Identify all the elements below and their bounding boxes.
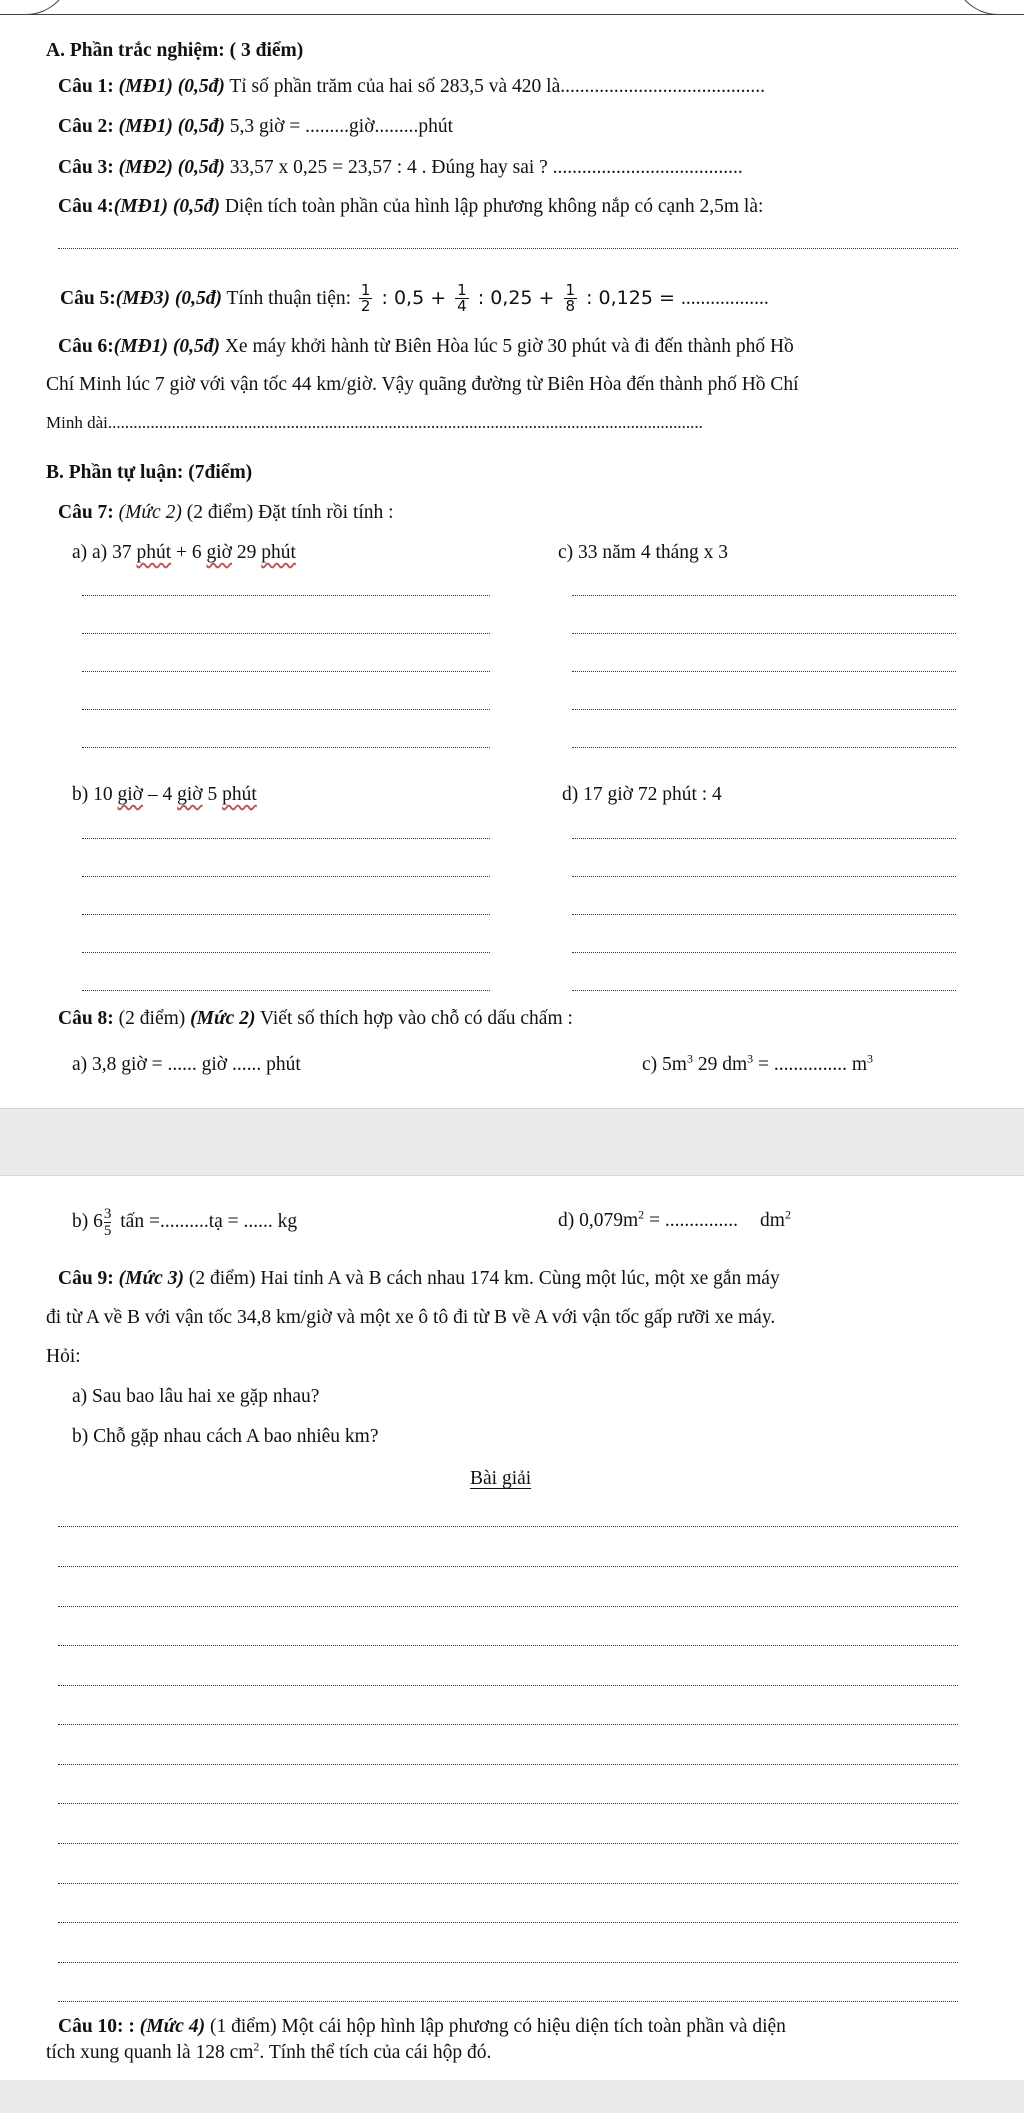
q5-level: (MĐ3) (0,5đ) bbox=[115, 288, 222, 309]
q6-line-3: Minh dài............................................................................................................................................ bbox=[46, 413, 703, 432]
q5-expression: $\frac{1}{2}$ : 0,5 + $\frac{1}{4}$ : 0,25 + $\frac{1}{8}$ : 0,125 = bbox=[360, 281, 681, 315]
question-10: Câu 10: : (Mức 4) (1 điểm) Một cái hộp hình lập phương có hiệu diện tích toàn phần và diện bbox=[58, 2016, 786, 2037]
q9-part-b: b) Chỗ gặp nhau cách A bao nhiêu km? bbox=[72, 1426, 379, 1447]
q7a-answer-line-1 bbox=[82, 595, 490, 596]
q9-label: Câu 9: bbox=[58, 1268, 114, 1289]
q7-part-b: b) 10 giờ – 4 giờ 5 phút bbox=[72, 784, 257, 805]
solution-line-9 bbox=[58, 1843, 958, 1844]
section-a-title: A. Phần trắc nghiệm: ( 3 điểm) bbox=[46, 40, 304, 61]
page-bottom-band bbox=[0, 2080, 1024, 2113]
q3-level: (MĐ2) (0,5đ) bbox=[113, 157, 225, 178]
q7-part-a: a) a) 37 phút + 6 giờ 29 phút bbox=[72, 542, 296, 563]
q8-label: Câu 8: bbox=[58, 1008, 114, 1029]
q7d-answer-line-5 bbox=[572, 990, 956, 991]
q7-label: Câu 7: bbox=[58, 502, 114, 523]
question-5 bbox=[60, 278, 769, 319]
solution-line-7 bbox=[58, 1764, 958, 1765]
q7c-answer-line-1 bbox=[572, 595, 956, 596]
q7b-answer-line-5 bbox=[82, 990, 490, 991]
q6-label: Câu 6: bbox=[58, 336, 114, 357]
q2-level: (MĐ1) (0,5đ) bbox=[118, 116, 225, 137]
question-7 bbox=[58, 500, 394, 526]
q4-text: Diện tích toàn phần của hình lập phương không nắp có cạnh 2,5m là: bbox=[219, 196, 764, 217]
solution-line-1 bbox=[58, 1526, 958, 1527]
q7c-answer-line-5 bbox=[572, 747, 956, 748]
q7-level: (Mức 2) bbox=[118, 502, 182, 523]
q4-label: Câu 4: bbox=[58, 196, 114, 217]
question-6 bbox=[58, 334, 794, 360]
q7b-answer-line-3 bbox=[82, 914, 490, 915]
question-3 bbox=[58, 155, 743, 181]
q4-level: (MĐ1) (0,5đ) bbox=[113, 196, 220, 217]
q2-text: 5,3 giờ = .........giờ.........phút bbox=[224, 116, 454, 137]
q9-ask: Hỏi: bbox=[46, 1346, 81, 1367]
q8-part-c: c) $5m^3$ 29 $dm^3$ = ............... $m^3$ bbox=[642, 1051, 874, 1075]
q7d-answer-line-2 bbox=[572, 876, 956, 877]
q5-fraction-1: $\frac{1}{2}$ bbox=[360, 281, 371, 315]
q5-fraction-3: $\frac{1}{8}$ bbox=[565, 281, 576, 315]
q7-part-d: d) 17 giờ 72 phút : 4 bbox=[562, 784, 722, 805]
question-2 bbox=[58, 114, 453, 140]
q7-part-c: c) 33 năm 4 tháng x 3 bbox=[558, 542, 729, 563]
q6-line-1: Xe máy khởi hành từ Biên Hòa lúc 5 giờ 30 phút và đi đến thành phố Hồ bbox=[219, 336, 794, 357]
question-1 bbox=[58, 74, 765, 100]
q3-label: Câu 3: bbox=[58, 157, 114, 178]
solution-line-4 bbox=[58, 1645, 958, 1646]
q5-label: Câu 5: bbox=[60, 288, 116, 309]
solution-line-10 bbox=[58, 1883, 958, 1884]
q10-level: (Mức 4) bbox=[134, 2016, 206, 2037]
q7d-answer-line-4 bbox=[572, 952, 956, 953]
q10-label: Câu 10: : bbox=[58, 2016, 135, 2037]
q9-part-a: a) Sau bao lâu hai xe gặp nhau? bbox=[72, 1386, 320, 1407]
q8-part-b: b) 6 $\frac{3}{5}$ tấn =..........tạ = ...... kg bbox=[72, 1206, 298, 1240]
solution-heading: Bài giải bbox=[470, 1468, 532, 1489]
solution-line-11 bbox=[58, 1922, 958, 1923]
q8-part-a: a) 3,8 giờ = ...... giờ ...... phút bbox=[72, 1054, 301, 1075]
q10-line-2: tích xung quanh là 128 $cm^2$. Tính thể tích của cái hộp đó. bbox=[46, 2039, 492, 2063]
question-4 bbox=[58, 194, 763, 220]
q5-answer-dots: .................. bbox=[680, 288, 769, 309]
q2-label: Câu 2: bbox=[58, 116, 114, 137]
q7c-answer-line-2 bbox=[572, 633, 956, 634]
solution-line-13 bbox=[58, 2001, 958, 2002]
q7c-answer-line-3 bbox=[572, 671, 956, 672]
solution-line-6 bbox=[58, 1724, 958, 1725]
page-break bbox=[0, 1108, 1024, 1176]
q1-level: (MĐ1) (0,5đ) bbox=[118, 76, 225, 97]
q7b-answer-line-1 bbox=[82, 838, 490, 839]
q5-text: Tính thuận tiện: bbox=[221, 288, 356, 309]
q8-mixed-fraction: $\frac{3}{5}$ bbox=[103, 1206, 112, 1240]
q7a-answer-line-5 bbox=[82, 747, 490, 748]
q3-text: 33,57 x 0,25 = 23,57 : 4 . Đúng hay sai ? ....................................... bbox=[224, 157, 743, 178]
solution-line-12 bbox=[58, 1962, 958, 1963]
q8-level: (Mức 2) bbox=[190, 1008, 256, 1029]
q9-line-2: đi từ A về B với vận tốc 34,8 km/giờ và một xe ô tô đi từ B về A với vận tốc gấp rưỡi xe máy. bbox=[46, 1307, 776, 1328]
q7d-answer-line-1 bbox=[572, 838, 956, 839]
q1-text: Tỉ số phần trăm của hai số 283,5 và 420 là.......................................... bbox=[224, 76, 765, 97]
q7a-answer-line-3 bbox=[82, 671, 490, 672]
q6-level: (MĐ1) (0,5đ) bbox=[113, 336, 220, 357]
q6-line-2: Chí Minh lúc 7 giờ với vận tốc 44 km/giờ. Vậy quãng đường từ Biên Hòa đến thành phố Hồ Chí bbox=[46, 374, 799, 395]
q7a-answer-line-4 bbox=[82, 709, 490, 710]
q5-fraction-2: $\frac{1}{4}$ bbox=[457, 281, 467, 315]
solution-line-5 bbox=[58, 1685, 958, 1686]
solution-line-8 bbox=[58, 1803, 958, 1804]
q7d-answer-line-3 bbox=[572, 914, 956, 915]
question-9: Câu 9: (Mức 3) (2 điểm) Hai tỉnh A và B cách nhau 174 km. Cùng một lúc, một xe gắn máy bbox=[58, 1268, 780, 1289]
section-b-title: B. Phần tự luận: (7điểm) bbox=[46, 462, 253, 483]
q7c-answer-line-4 bbox=[572, 709, 956, 710]
q7a-answer-line-2 bbox=[82, 633, 490, 634]
question-8: Câu 8: (2 điểm) (Mức 2) Viết số thích hợp vào chỗ có dấu chấm : bbox=[58, 1008, 573, 1029]
page-top-border bbox=[0, 0, 1024, 15]
solution-line-3 bbox=[58, 1606, 958, 1607]
q9-level: (Mức 3) bbox=[113, 1268, 184, 1289]
solution-line-2 bbox=[58, 1566, 958, 1567]
q7b-answer-line-2 bbox=[82, 876, 490, 877]
q4-answer-line bbox=[58, 248, 958, 249]
q7b-answer-line-4 bbox=[82, 952, 490, 953]
q7-text: (2 điểm) Đặt tính rồi tính : bbox=[181, 502, 394, 523]
q8-part-d: d) $0,079m^2$ = ............... $dm^2$ bbox=[558, 1207, 791, 1231]
q1-label: Câu 1: bbox=[58, 76, 114, 97]
